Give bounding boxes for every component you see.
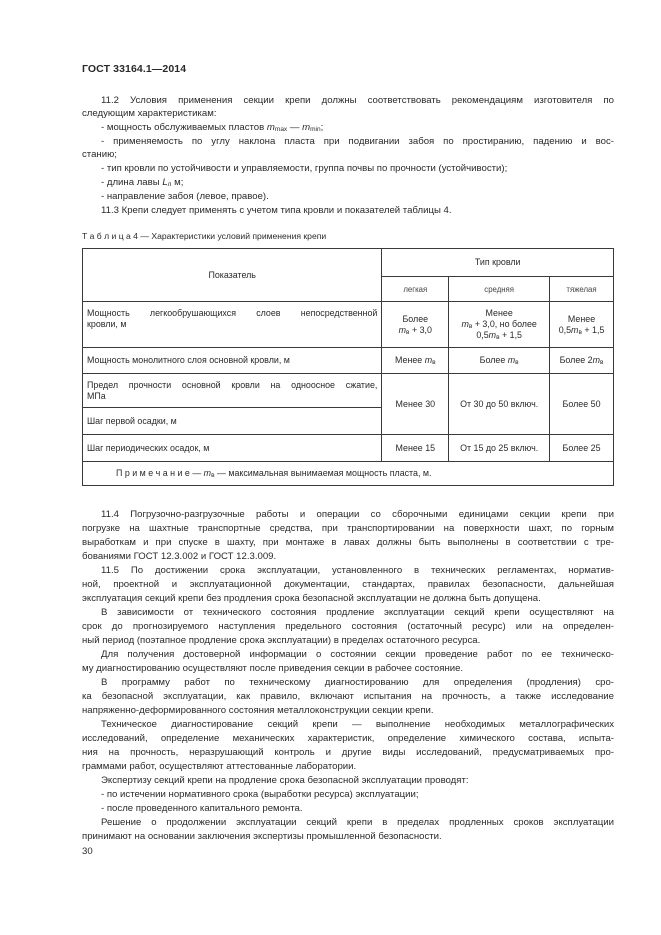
cell-heavy: Менее $0,5m_в + 1,5$ (550, 302, 614, 348)
table-row (83, 302, 614, 348)
clause-11-5-p5-line: Техническое диагностирование секций крепи — выполнение необходимых металлографических (101, 719, 614, 730)
clause-11-4-line-2: погрузке на шахтные транспортные средства, при транспортировании на поверхности шахт, по горным (82, 523, 614, 534)
clause-11-5-p3-line: Для получения достоверной информации о состоянии секции проведение работ по ее техническо- (101, 649, 614, 660)
col-header-heavy: тяжелая (550, 277, 614, 302)
clause-11-2-face-direction: - направление забоя (левое, правое). (101, 191, 269, 202)
clause-11-2-face-length: - длина лавы $L_л$ м; (101, 177, 184, 188)
clause-11-5-p4-line: напряженно-деформированного состояния металлоконструкции секции крепи. (82, 705, 434, 716)
table-4 (82, 248, 614, 486)
clause-11-2-thickness: - мощность обслуживаемых пластов $m_{max}$ — $m_{min}$; (101, 122, 324, 133)
cell-medium: Менее $m_в + 3,0$, но более $0,5m_в + 1,5$ (449, 302, 550, 348)
row-label: Предел прочности основной кровли на одноосное сжатие, МПа (83, 374, 382, 408)
clause-11-5-p2-line: В зависимости от технического состояния продление эксплуатации секций крепи осуществляют на (101, 607, 614, 618)
table-row (83, 348, 614, 374)
clause-11-4-line-4: бованиями ГОСТ 12.3.002 и ГОСТ 12.3.009. (82, 551, 277, 562)
clause-11-5-p5-line: граммами работ, осуществляют аттестованные лаборатории. (82, 761, 357, 772)
cell-light: Менее $m_в$ (382, 348, 449, 374)
cell-light: Более $m_в + 3,0$ (382, 302, 449, 348)
clause-11-5-p7-line: принимают на основании заключения экспертизы промышленной безопасности. (82, 831, 442, 842)
clause-11-5-p6-line: Экспертизу секций крепи на продление срока безопасной эксплуатации проводят: (101, 775, 469, 786)
clause-11-5-p4-line: В программу работ по техническому диагностированию для определения (продления) сро- (101, 677, 614, 688)
cell-heavy: Более 25 (550, 435, 614, 462)
clause-11-4-line-3: выработкам и при спуске в шахту, при монтаже в лавах должны быть выполнены в соответствии с тре- (82, 537, 614, 548)
clause-11-2-roof-type: - тип кровли по устойчивости и управляемости, группа почвы по прочности (устойчивости); (101, 163, 508, 174)
table-note: П р и м е ч а н и е — $m_в$ — максимальная вынимаемая мощность пласта, м. (83, 462, 614, 486)
col-header-indicator: Показатель (83, 249, 382, 302)
clause-11-5-p1-line: ной, проектной и эксплуатационной документации, стандартах, правилах безопасности, дальнейшая (82, 579, 614, 590)
row-label: Шаг периодических осадок, м (83, 435, 382, 462)
row-label: Мощность легкообрушающихся слоев непосредственной кровли, м (83, 302, 382, 348)
page-number: 30 (82, 846, 93, 857)
clause-11-2-line-2: следующим характеристикам: (82, 108, 217, 119)
cell-light: Менее 15 (382, 435, 449, 462)
cell-heavy: Более $2m_в$ (550, 348, 614, 374)
table-4-caption: Т а б л и ц а 4 — Характеристики условий применения крепи (82, 231, 327, 241)
clause-11-2-angle-line-1: - применяемость по углу наклона пласта при подвигании забоя по простиранию, падению и вос- (101, 136, 614, 147)
row-label: Шаг первой осадки, м (83, 408, 382, 435)
clause-11-5-p1-line: эксплуатация секций крепи без продления срока безопасной эксплуатации не должна быть допущена. (82, 593, 541, 604)
clause-11-5-p7-line: Решение о продолжении эксплуатации секций крепи в пределах продленных сроков эксплуатации (101, 817, 614, 828)
cell-medium: От 30 до 50 включ. (449, 374, 550, 435)
clause-11-5-p4-line: ка безопасной эксплуатации, как правило, включают испытания на прочность, а также исследование (82, 691, 614, 702)
col-header-roof-type: Тип кровли (382, 249, 614, 277)
clause-11-5-p2-line: срок до прогнозируемого наступления предельного состояния (остаточный ресурс) или на определен- (82, 621, 614, 632)
clause-11-5-p5-line: ния на прочность, неразрушающий контроль и другие виды исследований, предусматриваемых про- (82, 747, 614, 758)
clause-11-2-angle-line-2: станию; (82, 149, 117, 160)
table-row (83, 374, 614, 408)
table-row (83, 435, 614, 462)
cell-light: Менее 30 (382, 374, 449, 435)
cell-heavy: Более 50 (550, 374, 614, 435)
clause-11-5-p3-line: му диагностированию осуществляют после приведения секции в рабочее состояние. (82, 663, 464, 674)
clause-11-5-p6-line: - по истечении нормативного срока (выработки ресурса) эксплуатации; (101, 789, 419, 800)
clause-11-4-line-1: 11.4 Погрузочно-разгрузочные работы и операции со сборочными единицами секции крепи при (101, 509, 614, 520)
document-header: ГОСТ 33164.1—2014 (82, 63, 187, 75)
row-label: Мощность монолитного слоя основной кровли, м (83, 348, 382, 374)
clause-11-5-p5-line: исследований, определение механических характеристик, определение химического состава, испыта- (82, 733, 614, 744)
clause-11-5-p1-line: 11.5 По достижении срока эксплуатации, установленного в технических регламентах, норматив- (101, 565, 614, 576)
table-note-row (83, 462, 614, 486)
col-header-light: легкая (382, 277, 449, 302)
col-header-medium: средняя (449, 277, 550, 302)
clause-11-2-line-1: 11.2 Условия применения секции крепи должны соответствовать рекомендациям изготовителя по (101, 95, 614, 106)
cell-medium: Более $m_в$ (449, 348, 550, 374)
clause-11-3: 11.3 Крепи следует применять с учетом типа кровли и показателей таблицы 4. (101, 205, 452, 216)
clause-11-5-p2-line: ный период (поэтапное продление срока эксплуатации) в пределах остаточного ресурса. (82, 635, 481, 646)
clause-11-5-p6-line: - после проведенного капитального ремонта. (101, 803, 303, 814)
cell-medium: От 15 до 25 включ. (449, 435, 550, 462)
